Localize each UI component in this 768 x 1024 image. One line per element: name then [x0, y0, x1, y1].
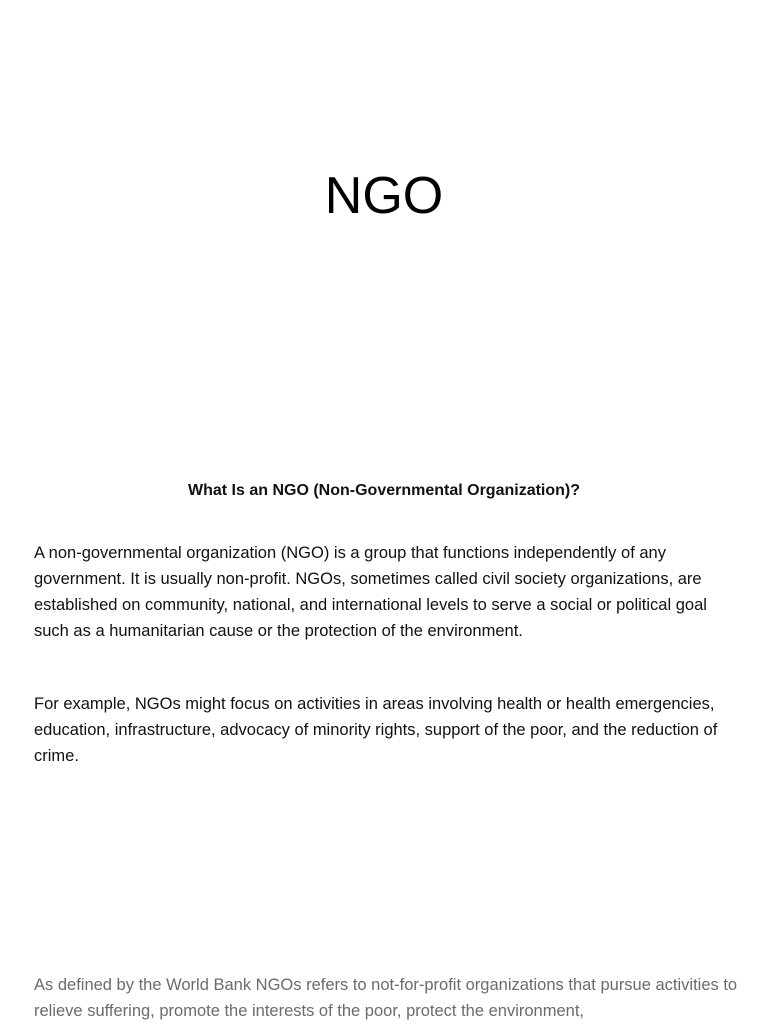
paragraph-world-bank: As defined by the World Bank NGOs refers to not-for-profit organizations that pursue activities to relieve suffering, promote the interests of the poor, protect the environment,: [34, 976, 738, 1020]
section-heading: What Is an NGO (Non-Governmental Organization)?: [188, 482, 581, 499]
paragraph-examples: For example, NGOs might focus on activities in areas involving health or health emergencies, education, infrastructure, advocacy of minority rights, support of the poor, and the reduction of crime.: [34, 695, 718, 765]
page-title: NGO: [324, 167, 444, 225]
paragraph-definition: A non-governmental organization (NGO) is a group that functions independently of any government. It is usually non-profit. NGOs, sometimes called civil society organizations, are established on community, national, and international levels to serve a social or political goal such as a humanitarian cause or the protection of the environment.: [34, 544, 707, 640]
